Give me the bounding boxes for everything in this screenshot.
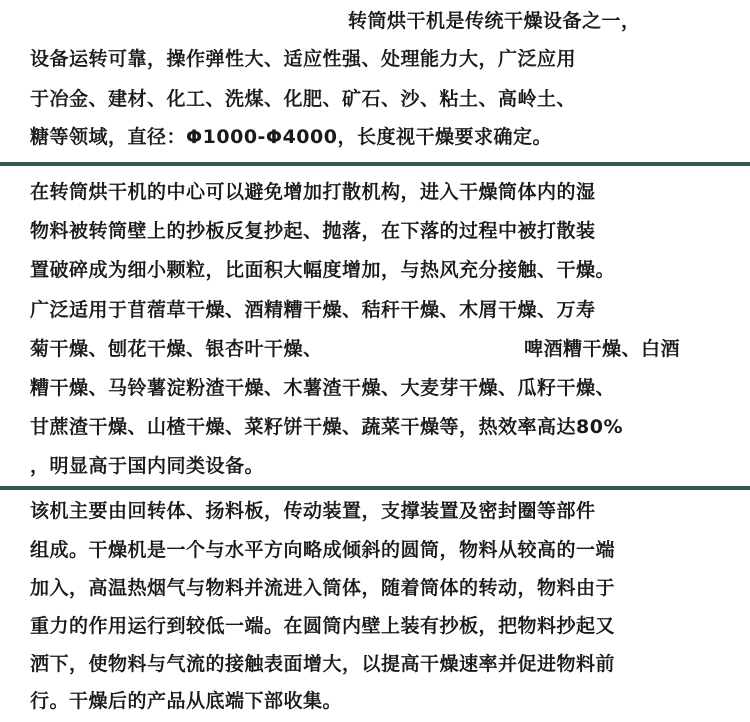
text-line: 广泛适用于苜蓿草干燥、酒精糟干燥、秸秆干燥、木屑干燥、万寿 [30, 299, 596, 321]
text-line: 转筒烘干机是传统干燥设备之一， [348, 10, 641, 32]
text-line: 在转筒烘干机的中心可以避免增加打散机构，进入干燥筒体内的湿 [30, 181, 596, 203]
structure-paragraph [0, 492, 750, 722]
text-line: 物料被转筒壁上的抄板反复抄起、抛落，在下落的过程中被打散装 [30, 220, 596, 242]
process-paragraph [0, 168, 750, 484]
text-line: 洒下，使物料与气流的接触表面增大，以提高干燥速率并促进物料前 [30, 653, 616, 675]
text-line: 组成。干燥机是一个与水平方向略成倾斜的圆筒，物料从较高的一端 [30, 539, 616, 561]
text-line: ，明显高于国内同类设备。 [30, 455, 265, 477]
intro-paragraph [0, 0, 750, 160]
text-line: 于冶金、建材、化工、洗煤、化肥、矿石、沙、粘土、高岭土、 [30, 88, 577, 110]
section-divider [0, 486, 750, 490]
text-line: 啤酒糟干燥、白酒 [524, 338, 681, 360]
text-line: 菊干燥、刨花干燥、银杏叶干燥、 [30, 338, 323, 360]
section-divider [0, 162, 750, 166]
text-line: 糖等领域，直径：Φ1000-Φ4000，长度视干燥要求确定。 [30, 126, 552, 148]
text-line: 置破碎成为细小颗粒，比面积大幅度增加，与热风充分接触、干燥。 [30, 259, 616, 281]
text-line: 重力的作用运行到较低一端。在圆筒内壁上装有抄板，把物料抄起又 [30, 615, 616, 637]
text-line: 加入，高温热烟气与物料并流进入筒体，随着筒体的转动，物料由于 [30, 577, 616, 599]
text-line: 甘蔗渣干燥、山楂干燥、菜籽饼干燥、蔬菜干燥等，热效率高达80% [30, 416, 623, 438]
text-line: 设备运转可靠，操作弹性大、适应性强、处理能力大，广泛应用 [30, 48, 577, 70]
text-line: 行。干燥后的产品从底端下部收集。 [30, 690, 343, 712]
text-line: 糟干燥、马铃薯淀粉渣干燥、木薯渣干燥、大麦芽干燥、瓜籽干燥、 [30, 377, 616, 399]
text-line: 该机主要由回转体、扬料板，传动装置，支撑装置及密封圈等部件 [30, 500, 596, 522]
